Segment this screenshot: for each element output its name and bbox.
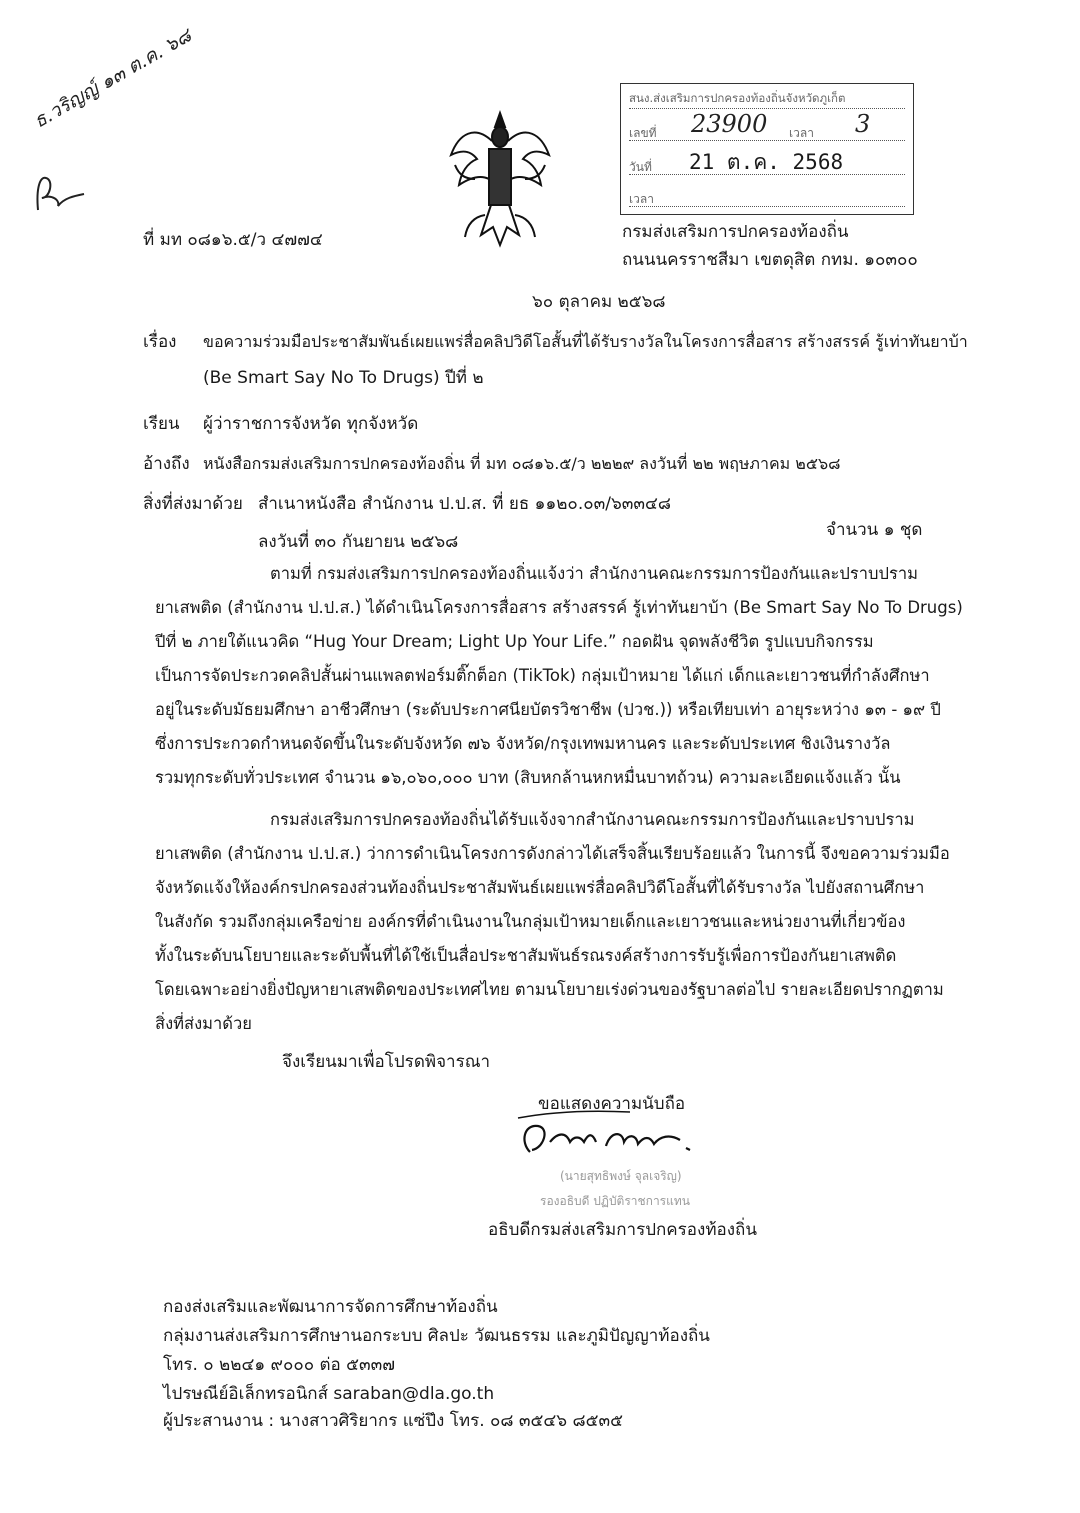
signer-name: (นายสุทธิพงษ์ จุลเจริญ) <box>560 1169 682 1183</box>
enclosure-quantity: จำนวน ๑ ชุด <box>826 520 923 540</box>
to-label: เรียน <box>143 414 180 434</box>
enclosure-line-1: สำเนาหนังสือ สำนักงาน ป.ป.ส. ที่ ยธ ๑๑๒๐.๐๓/๖๓๓๔๘ <box>258 494 671 514</box>
stamp-number: 23900 <box>691 110 768 138</box>
paragraph-2-line: ยาเสพติด (สำนักงาน ป.ป.ส.) ว่าการดำเนินโครงการดังกล่าวได้เสร็จสิ้นเรียบร้อยแล้ว ในการนี้ จึงขอความร่วมมือ <box>155 844 950 863</box>
subject-label: เรื่อง <box>143 332 177 352</box>
document-number: ที่ มท ๐๘๑๖.๕/ว ๔๗๗๔ <box>143 230 323 250</box>
closing-line: จึงเรียนมาเพื่อโปรดพิจารณา <box>282 1052 491 1072</box>
signature-icon <box>510 1102 710 1162</box>
stamp-time-label: เวลา <box>789 126 814 140</box>
enclosure-label: สิ่งที่ส่งมาด้วย <box>143 494 243 514</box>
footer-coordinator: ผู้ประสานงาน : นางสาวศิริยากร แซ่ปึง โทร. ๐๘ ๓๕๔๖ ๘๕๓๕ <box>163 1411 623 1431</box>
signoff: ขอแสดงความนับถือ <box>538 1094 686 1114</box>
receipt-stamp <box>620 83 914 215</box>
footer-group: กลุ่มงานส่งเสริมการศึกษานอกระบบ ศิลปะ วัฒนธรรม และภูมิปัญญาท้องถิ่น <box>163 1326 710 1346</box>
handwritten-note: ธ.วริญญ์ ๑๓ ต.ค. ๖๘ <box>30 24 196 133</box>
footer-email: ไปรษณีย์อิเล็กทรอนิกส์ saraban@dla.go.th <box>163 1384 495 1404</box>
enclosure-line-2: ลงวันที่ ๓๐ กันยายน ๒๕๖๘ <box>258 532 459 552</box>
paragraph-2-line: ในสังกัด รวมถึงกลุ่มเครือข่าย องค์กรที่ดำเนินงานในกลุ่มเป้าหมายเด็กและเยาวชนและหน่วยงานที่เกี่ยวข้อง <box>155 912 906 931</box>
paragraph-1-line: ซึ่งการประกวดกำหนดจัดขึ้นในระดับจังหวัด ๗๖ จังหวัด/กรุงเทพมหานคร และระดับประเทศ ชิงเงินรางวัล <box>155 734 891 753</box>
paragraph-2-line: โดยเฉพาะอย่างยิ่งปัญหายาเสพติดของประเทศไทย ตามนโยบายเร่งด่วนของรัฐบาลต่อไป รายละเอียดปรากฏตาม <box>155 980 944 999</box>
handwritten-initial-icon <box>30 168 90 218</box>
footer-division: กองส่งเสริมและพัฒนาการจัดการศึกษาท้องถิ่น <box>163 1297 498 1317</box>
paragraph-2-line: สิ่งที่ส่งมาด้วย <box>155 1014 252 1033</box>
to-value: ผู้ว่าราชการจังหวัด ทุกจังหวัด <box>203 414 419 434</box>
document-date: ๖๐ ตุลาคม ๒๕๖๘ <box>532 292 666 312</box>
paragraph-2-line: กรมส่งเสริมการปกครองท้องถิ่นได้รับแจ้งจากสำนักงานคณะกรรมการป้องกันและปราบปราม <box>270 810 915 829</box>
paragraph-1-line: รวมทุกระดับทั่วประเทศ จำนวน ๑๖,๐๖๐,๐๐๐ บาท (สิบหกล้านหกหมื่นบาทถ้วน) ความละเอียดแจ้งแล้ว นั้น <box>155 768 901 787</box>
paragraph-1-line: ตามที่ กรมส่งเสริมการปกครองท้องถิ่นแจ้งว่า สำนักงานคณะกรรมการป้องกันและปราบปราม <box>270 564 918 583</box>
paragraph-2-line: จังหวัดแจ้งให้องค์กรปกครองส่วนท้องถิ่นประชาสัมพันธ์เผยแพร่สื่อคลิปวิดีโอสั้นที่ได้รับรางวัล ไปยังสถานศึกษา <box>155 878 925 897</box>
subject-line-1: ขอความร่วมมือประชาสัมพันธ์เผยแพร่สื่อคลิปวิดีโอสั้นที่ได้รับรางวัลในโครงการสื่อสาร สร้างสรรค์ รู้เท่าทันยาบ้า <box>203 332 968 351</box>
paragraph-1-line: ยาเสพติด (สำนักงาน ป.ป.ส.) ได้ดำเนินโครงการสื่อสาร สร้างสรรค์ รู้เท่าทันยาบ้า (Be Smart Say No To Drugs) <box>155 598 963 617</box>
signer-title: อธิบดีกรมส่งเสริมการปกครองท้องถิ่น <box>488 1220 757 1240</box>
stamp-date: 21 ต.ค. 2568 <box>689 150 844 174</box>
paragraph-2-line: ทั้งในระดับนโยบายและระดับพื้นที่ได้ใช้เป็นสื่อประชาสัมพันธ์รณรงค์สร้างการรับรู้เพื่อการป้องกันยาเสพติด <box>155 946 897 965</box>
footer-phone: โทร. ๐ ๒๒๔๑ ๙๐๐๐ ต่อ ๕๓๓๗ <box>163 1355 396 1375</box>
paragraph-1-line: อยู่ในระดับมัธยมศึกษา อาชีวศึกษา (ระดับประกาศนียบัตรวิชาชีพ (ปวช.)) หรือเทียบเท่า อายุระหว่าง ๑๓ - ๑๙ ปี <box>155 700 941 719</box>
stamp-number-label: เลขที่ <box>629 126 657 140</box>
sender-name: กรมส่งเสริมการปกครองท้องถิ่น <box>622 222 849 242</box>
garuda-emblem-icon <box>445 105 555 255</box>
paragraph-1-line: เป็นการจัดประกวดคลิปสั้นผ่านแพลตฟอร์มติ๊กต็อก (TikTok) กลุ่มเป้าหมาย ได้แก่ เด็กและเยาวชนที่กำลังศึกษา <box>155 666 930 685</box>
stamp-time2-label: เวลา <box>629 192 654 206</box>
paragraph-1-line: ปีที่ ๒ ภายใต้แนวคิด “Hug Your Dream; Light Up Your Life.” กอดฝัน จุดพลังชีวิต รูปแบบกิจกรรม <box>155 632 874 651</box>
stamp-date-label: วันที่ <box>629 160 652 174</box>
reference-label: อ้างถึง <box>143 454 190 474</box>
stamp-time: 3 <box>855 110 871 138</box>
stamp-office: สนง.ส่งเสริมการปกครองท้องถิ่นจังหวัดภูเก็ต <box>629 91 846 105</box>
signer-position: รองอธิบดี ปฏิบัติราชการแทน <box>540 1194 690 1208</box>
reference-value: หนังสือกรมส่งเสริมการปกครองท้องถิ่น ที่ มท ๐๘๑๖.๕/ว ๒๒๒๙ ลงวันที่ ๒๒ พฤษภาคม ๒๕๖๘ <box>203 454 841 473</box>
subject-line-2: (Be Smart Say No To Drugs) ปีที่ ๒ <box>203 368 484 388</box>
sender-address: ถนนนครราชสีมา เขตดุสิต กทม. ๑๐๓๐๐ <box>622 250 918 270</box>
